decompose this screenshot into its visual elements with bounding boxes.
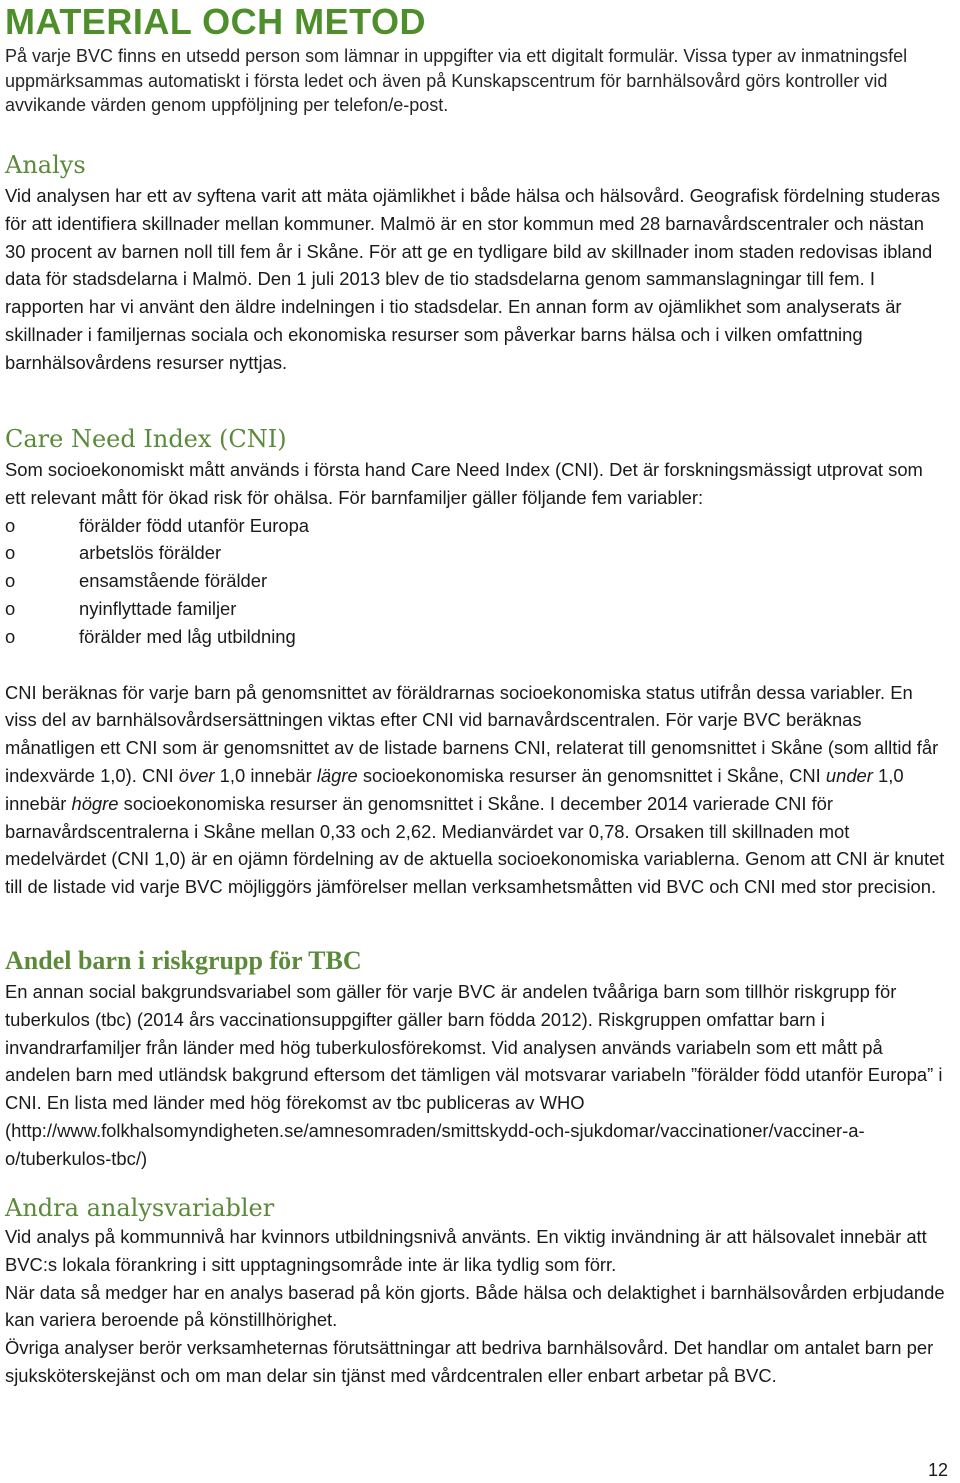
cni-heading: Care Need Index (CNI)	[5, 425, 287, 453]
andra-heading: Andra analysvariabler	[5, 1194, 275, 1222]
tbc-section	[5, 946, 945, 1173]
page-number: 12	[927, 1460, 948, 1480]
list-item: o nyinflyttade familjer	[5, 595, 945, 623]
intro-paragraph: På varje BVC finns en utsedd person som lämnar in uppgifter via ett digitalt formulär. Vissa typer av inmatningsfel uppmärksammas automatiskt i första ledet och även på Kunskapscentrum för barnhälsovård görs kontroller vid avvikande värden genom uppföljning per telefon/e-post.	[5, 46, 908, 115]
analys-section	[5, 150, 945, 377]
andra-paragraph-2: När data så medger har en analys baserad på kön gjorts. Både hälsa och delaktighet i barnhälsovården erbjudande kan variera beroende på könstillhörighet.	[5, 1281, 945, 1331]
intro-section	[5, 44, 945, 118]
cni-section	[5, 424, 945, 901]
bullet-icon: o	[5, 625, 16, 647]
cni-variable-list	[5, 512, 945, 651]
tbc-heading: Andel barn i riskgrupp för TBC	[5, 946, 362, 975]
analys-heading: Analys	[5, 151, 86, 179]
list-item: o arbetslös förälder	[5, 539, 945, 567]
andra-paragraph-1: Vid analys på kommunnivå har kvinnors utbildningsnivå använts. En viktig invändning är att hälsovalet innebär att BVC:s lokala förankring i sitt upptagningsområde inte är lika tydlig som förr.	[5, 1226, 927, 1275]
analys-paragraph: Vid analysen har ett av syftena varit att mäta ojämlikhet i både hälsa och hälsovård. Geografisk fördelning studeras för att identifiera skillnader mellan kommuner. Malmö är en stor kommun med 28 barnavårdscentraler och nästan 30 procent av barnen noll till fem år i Skåne. För att ge en tydligare bild av skillnader inom staden redovisas ibland data för stadsdelarna i Malmö. Den 1 juli 2013 blev de tio stadsdelarna genom sammanslagningar till fem. I rapporten har vi använt den äldre indelningen i tio stadsdelar. En annan form av ojämlikhet som analyserats är skillnader i familjernas sociala och ekonomiska resurser som påverkar barns hälsa och i vilken omfattning barnhälsovårdens resurser nyttjas.	[5, 185, 941, 373]
andra-section	[5, 1193, 945, 1390]
cni-paragraph: CNI beräknas för varje barn på genomsnittet av föräldrarnas socioekonomiska status utifrån dessa variabler. En viss del av barnhälsovårdsersättningen viktas efter CNI vid barnavårdscentralen. För varje BVC beräknas månatligen ett CNI som är genomsnittet av de listade barnens CNI, relaterat till genomsnittet i Skåne (som alltid får indexvärde 1,0). CNI över 1,0 innebär lägre socioekonomiska resurser än genomsnittet i Skåne, CNI under 1,0 innebär högre socioekonomiska resurser än genomsnittet i Skåne. I december 2014 varierade CNI för barnavårdscentralerna i Skåne mellan 0,33 och 2,62. Medianvärdet var 0,78. Orsaken till skillnaden mot medelvärdet (CNI 1,0) är en ojämn fördelning av de aktuella socioekonomiska variablerna. Genom att CNI är knutet till de listade vid varje BVC möjliggörs jämförelser mellan verksamhetsmåtten vid BVC och CNI med stor precision.	[5, 681, 945, 898]
bullet-icon: o	[5, 597, 16, 619]
list-item: o förälder född utanför Europa	[5, 512, 945, 540]
cni-intro: Som socioekonomiskt mått används i första hand Care Need Index (CNI). Det är forskningsmässigt utprovat som ett relevant mått för ökad risk för ohälsa. För barnfamiljer gäller följande fem variabler:	[5, 459, 923, 508]
tbc-paragraph: En annan social bakgrundsvariabel som gäller för varje BVC är andelen tvååriga barn som tillhör riskgrupp för tuberkulos (tbc) (2014 års vaccinationsuppgifter gäller barn födda 2012). Riskgruppen omfattar barn i invandrarfamiljer från länder med hög tuberkulosförekomst. Vid analysen används variabeln som ett mått på andelen barn med utländsk bakgrund eftersom det tämligen väl motsvarar variabeln ”förälder född utanför Europa” i CNI. En lista med länder med hög förekomst av tbc publiceras av WHO (http://www.folkhalsomyndigheten.se/amnesomraden/smittskydd-och-sjukdomar/vaccinationer/vacciner-a-o/tuberkulos-tbc/)	[5, 981, 943, 1169]
list-item: o förälder med låg utbildning	[5, 623, 945, 651]
bullet-icon: o	[5, 542, 16, 564]
andra-paragraph-3: Övriga analyser berör verksamheternas förutsättningar att bedriva barnhälsovård. Det handlar om antalet barn per sjuksköterskejänst och om man delar sin tjänst med vårdcentralen eller enbart arbetar på BVC.	[5, 1337, 934, 1386]
page-title: MATERIAL OCH METOD	[5, 1, 426, 42]
list-item: o ensamstående förälder	[5, 567, 945, 595]
bullet-icon: o	[5, 514, 16, 536]
bullet-icon: o	[5, 570, 16, 592]
